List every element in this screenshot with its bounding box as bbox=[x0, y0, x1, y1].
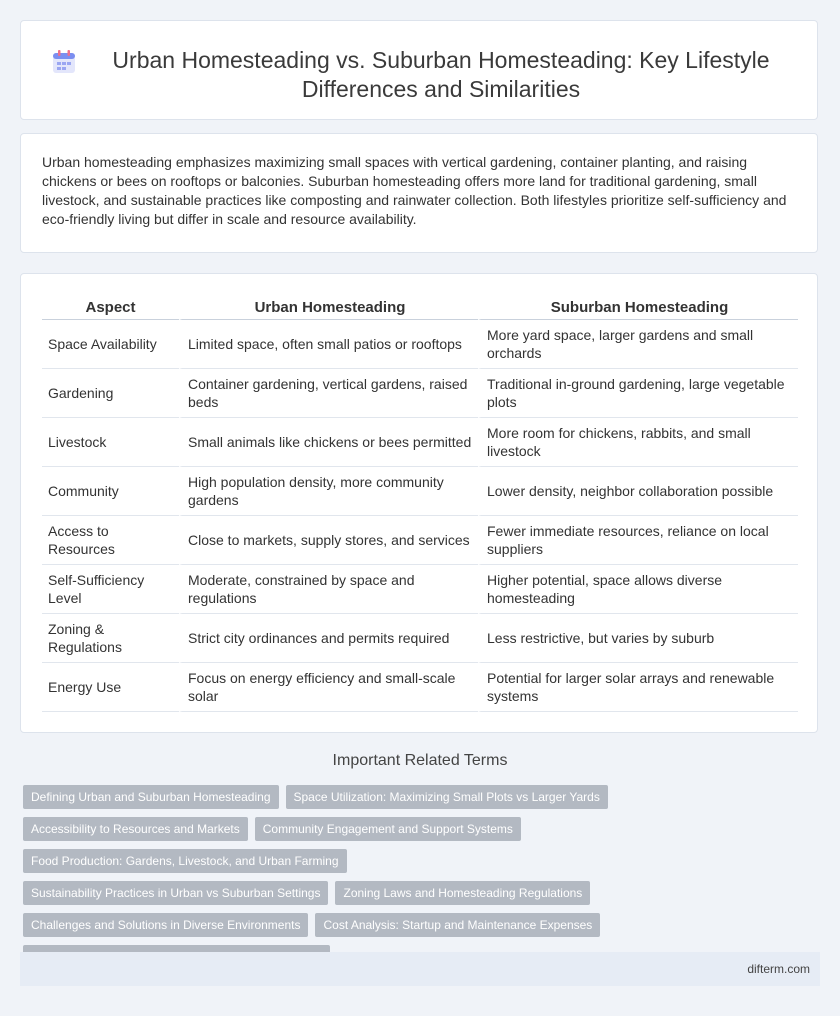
aspect-cell: Gardening bbox=[42, 369, 179, 418]
urban-cell: High population density, more community gardens bbox=[179, 467, 478, 516]
suburban-cell: Less restrictive, but varies by suburb bbox=[478, 614, 798, 663]
aspect-cell: Access to Resources bbox=[42, 516, 179, 565]
calendar-icon bbox=[51, 49, 77, 75]
related-term-tag[interactable]: Sustainability Practices in Urban vs Suburban Settings bbox=[23, 881, 328, 905]
related-term-tag[interactable]: Accessibility to Resources and Markets bbox=[23, 817, 248, 841]
table-row bbox=[42, 663, 798, 712]
suburban-cell: Lower density, neighbor collaboration possible bbox=[478, 467, 798, 516]
related-term-tag[interactable]: Food Production: Gardens, Livestock, and Urban Farming bbox=[23, 849, 347, 873]
suburban-cell: Potential for larger solar arrays and renewable systems bbox=[478, 663, 798, 712]
urban-cell: Limited space, often small patios or rooftops bbox=[179, 320, 478, 369]
table-row bbox=[42, 516, 798, 565]
table-header-row bbox=[42, 296, 798, 320]
table-row bbox=[42, 565, 798, 614]
header-suburban: Suburban Homesteading bbox=[478, 296, 798, 320]
urban-cell: Close to markets, supply stores, and services bbox=[179, 516, 478, 565]
comparison-card bbox=[20, 273, 818, 733]
footer-site-link[interactable]: difterm.com bbox=[747, 962, 810, 976]
urban-cell: Focus on energy efficiency and small-scale solar bbox=[179, 663, 478, 712]
related-term-tag[interactable]: Challenges and Solutions in Diverse Environments bbox=[23, 913, 308, 937]
related-term-tag[interactable]: Cost Analysis: Startup and Maintenance Expenses bbox=[315, 913, 600, 937]
related-terms-title: Important Related Terms bbox=[332, 752, 508, 769]
related-term-tag[interactable]: Community Engagement and Support Systems bbox=[255, 817, 521, 841]
page-title: Urban Homesteading vs. Suburban Homesteading: Key Lifestyle Differences and Similarities bbox=[112, 47, 770, 102]
related-term-tag[interactable]: Space Utilization: Maximizing Small Plots vs Larger Yards bbox=[286, 785, 608, 809]
related-terms-list bbox=[23, 785, 663, 977]
intro-card bbox=[20, 133, 818, 253]
table-row bbox=[42, 418, 798, 467]
urban-cell: Small animals like chickens or bees permitted bbox=[179, 418, 478, 467]
aspect-cell: Livestock bbox=[42, 418, 179, 467]
header-aspect: Aspect bbox=[42, 296, 179, 320]
aspect-cell: Zoning & Regulations bbox=[42, 614, 179, 663]
aspect-cell: Self-Sufficiency Level bbox=[42, 565, 179, 614]
aspect-cell: Community bbox=[42, 467, 179, 516]
urban-cell: Strict city ordinances and permits required bbox=[179, 614, 478, 663]
aspect-cell: Space Availability bbox=[42, 320, 179, 369]
table-row bbox=[42, 369, 798, 418]
suburban-cell: More yard space, larger gardens and small orchards bbox=[478, 320, 798, 369]
comparison-table bbox=[42, 296, 798, 712]
urban-cell: Moderate, constrained by space and regulations bbox=[179, 565, 478, 614]
related-term-tag[interactable]: Defining Urban and Suburban Homesteading bbox=[23, 785, 279, 809]
footer bbox=[20, 952, 820, 986]
table-row bbox=[42, 614, 798, 663]
suburban-cell: More room for chickens, rabbits, and small livestock bbox=[478, 418, 798, 467]
urban-cell: Container gardening, vertical gardens, raised beds bbox=[179, 369, 478, 418]
table-row bbox=[42, 320, 798, 369]
intro-paragraph: Urban homesteading emphasizes maximizing small spaces with vertical gardening, container planting, and raising chickens or bees on rooftops or balconies. Suburban homesteading offers more land for traditional gardening, small livestock, and sustainable practices like composting and rainwater collection. Both lifestyles prioritize self-sufficiency and eco-friendly living but differ in scale and resource availability. bbox=[42, 154, 787, 227]
suburban-cell: Fewer immediate resources, reliance on local suppliers bbox=[478, 516, 798, 565]
title-card bbox=[20, 20, 818, 120]
header-urban: Urban Homesteading bbox=[179, 296, 478, 320]
table-row bbox=[42, 467, 798, 516]
related-term-tag[interactable]: Zoning Laws and Homesteading Regulations bbox=[335, 881, 590, 905]
suburban-cell: Traditional in-ground gardening, large vegetable plots bbox=[478, 369, 798, 418]
aspect-cell: Energy Use bbox=[42, 663, 179, 712]
suburban-cell: Higher potential, space allows diverse homesteading bbox=[478, 565, 798, 614]
